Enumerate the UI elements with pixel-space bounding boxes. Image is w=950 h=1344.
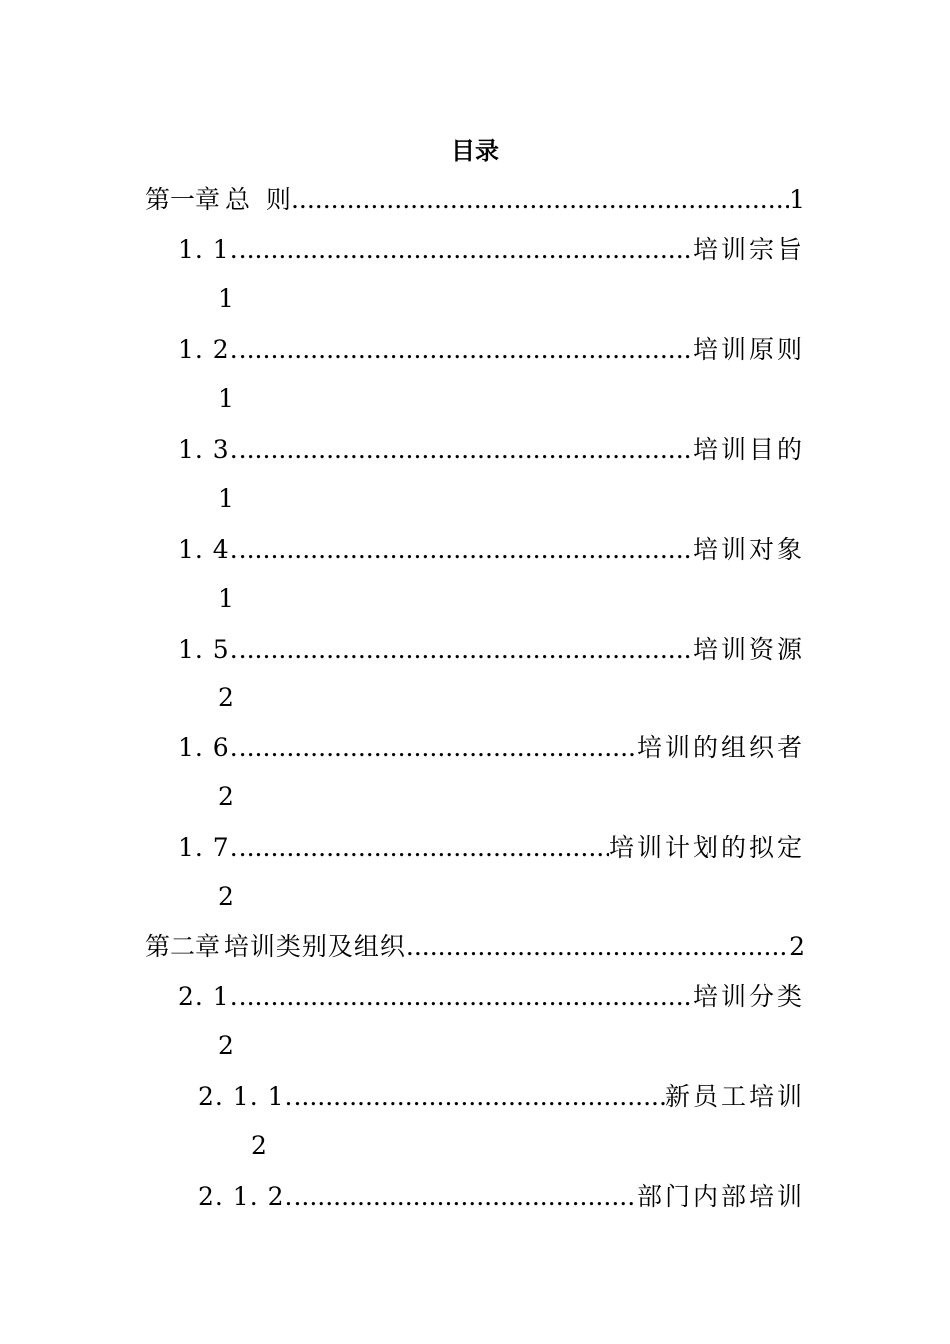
page-number: 2 <box>218 882 234 911</box>
page-number: 1 <box>218 284 234 313</box>
page-number: 1 <box>218 584 234 613</box>
section-title: 培训原则 <box>692 335 805 364</box>
section-title: 培训的组织者 <box>636 733 805 762</box>
toc-title: 目录 <box>451 137 499 165</box>
dot-leader <box>239 728 637 768</box>
section-title: 培训计划的拟定 <box>608 833 805 862</box>
section-number: 2. 1. <box>178 982 239 1011</box>
section-number: 2. 1. 2. <box>198 1182 294 1211</box>
section-number: 1. 2. <box>178 335 239 364</box>
section-title: 培训宗旨 <box>692 235 805 264</box>
dot-leader <box>239 530 693 570</box>
dot-leader <box>293 1077 665 1117</box>
toc-entry-1-7[interactable] <box>178 828 805 868</box>
page-number: 2 <box>218 683 234 712</box>
dot-leader <box>239 430 693 470</box>
dot-leader <box>239 230 693 270</box>
section-number: 1. 4. <box>178 535 239 564</box>
toc-entry-2-1[interactable] <box>178 977 805 1017</box>
page-number: 2 <box>789 932 805 961</box>
dot-leader <box>293 1177 637 1217</box>
section-number: 2. 1. 1. <box>198 1082 294 1111</box>
chapter-title: 总 则 <box>225 185 291 214</box>
toc-chapter-2[interactable] <box>145 927 805 967</box>
section-title: 培训分类 <box>692 982 805 1011</box>
toc-entry-1-6[interactable] <box>178 728 805 768</box>
chapter-title: 培训类别及组织 <box>223 932 406 961</box>
toc-entry-2-1-2[interactable] <box>198 1177 805 1217</box>
toc-entry-1-2[interactable] <box>178 330 805 370</box>
dot-leader <box>406 927 789 967</box>
section-title: 培训对象 <box>692 535 805 564</box>
chapter-label: 第一章 <box>145 185 221 214</box>
dot-leader <box>239 977 693 1017</box>
dot-leader <box>239 330 693 370</box>
toc-entry-1-5[interactable] <box>178 630 805 670</box>
page-number: 2 <box>218 1031 234 1060</box>
chapter-label: 第二章 <box>145 932 221 961</box>
section-title: 培训资源 <box>692 635 805 664</box>
dot-leader <box>239 630 693 670</box>
section-number: 1. 7. <box>178 833 239 862</box>
toc-chapter-1[interactable] <box>145 180 805 220</box>
toc-entry-2-1-1[interactable] <box>198 1077 805 1117</box>
page-number: 2 <box>218 782 234 811</box>
section-title: 新员工培训 <box>664 1082 805 1111</box>
page-number: 2 <box>251 1131 267 1160</box>
section-title: 培训目的 <box>692 435 805 464</box>
section-number: 1. 1. <box>178 235 239 264</box>
dot-leader <box>239 828 609 868</box>
page-number: 1 <box>218 384 234 413</box>
section-number: 1. 3. <box>178 435 239 464</box>
section-number: 1. 6. <box>178 733 239 762</box>
page-number: 1 <box>789 185 805 214</box>
toc-entry-1-4[interactable] <box>178 530 805 570</box>
page-number: 1 <box>218 484 234 513</box>
toc-entry-1-3[interactable] <box>178 430 805 470</box>
section-title: 部门内部培训 <box>636 1182 805 1211</box>
dot-leader <box>291 180 789 220</box>
toc-entry-1-1[interactable] <box>178 230 805 270</box>
section-number: 1. 5. <box>178 635 239 664</box>
